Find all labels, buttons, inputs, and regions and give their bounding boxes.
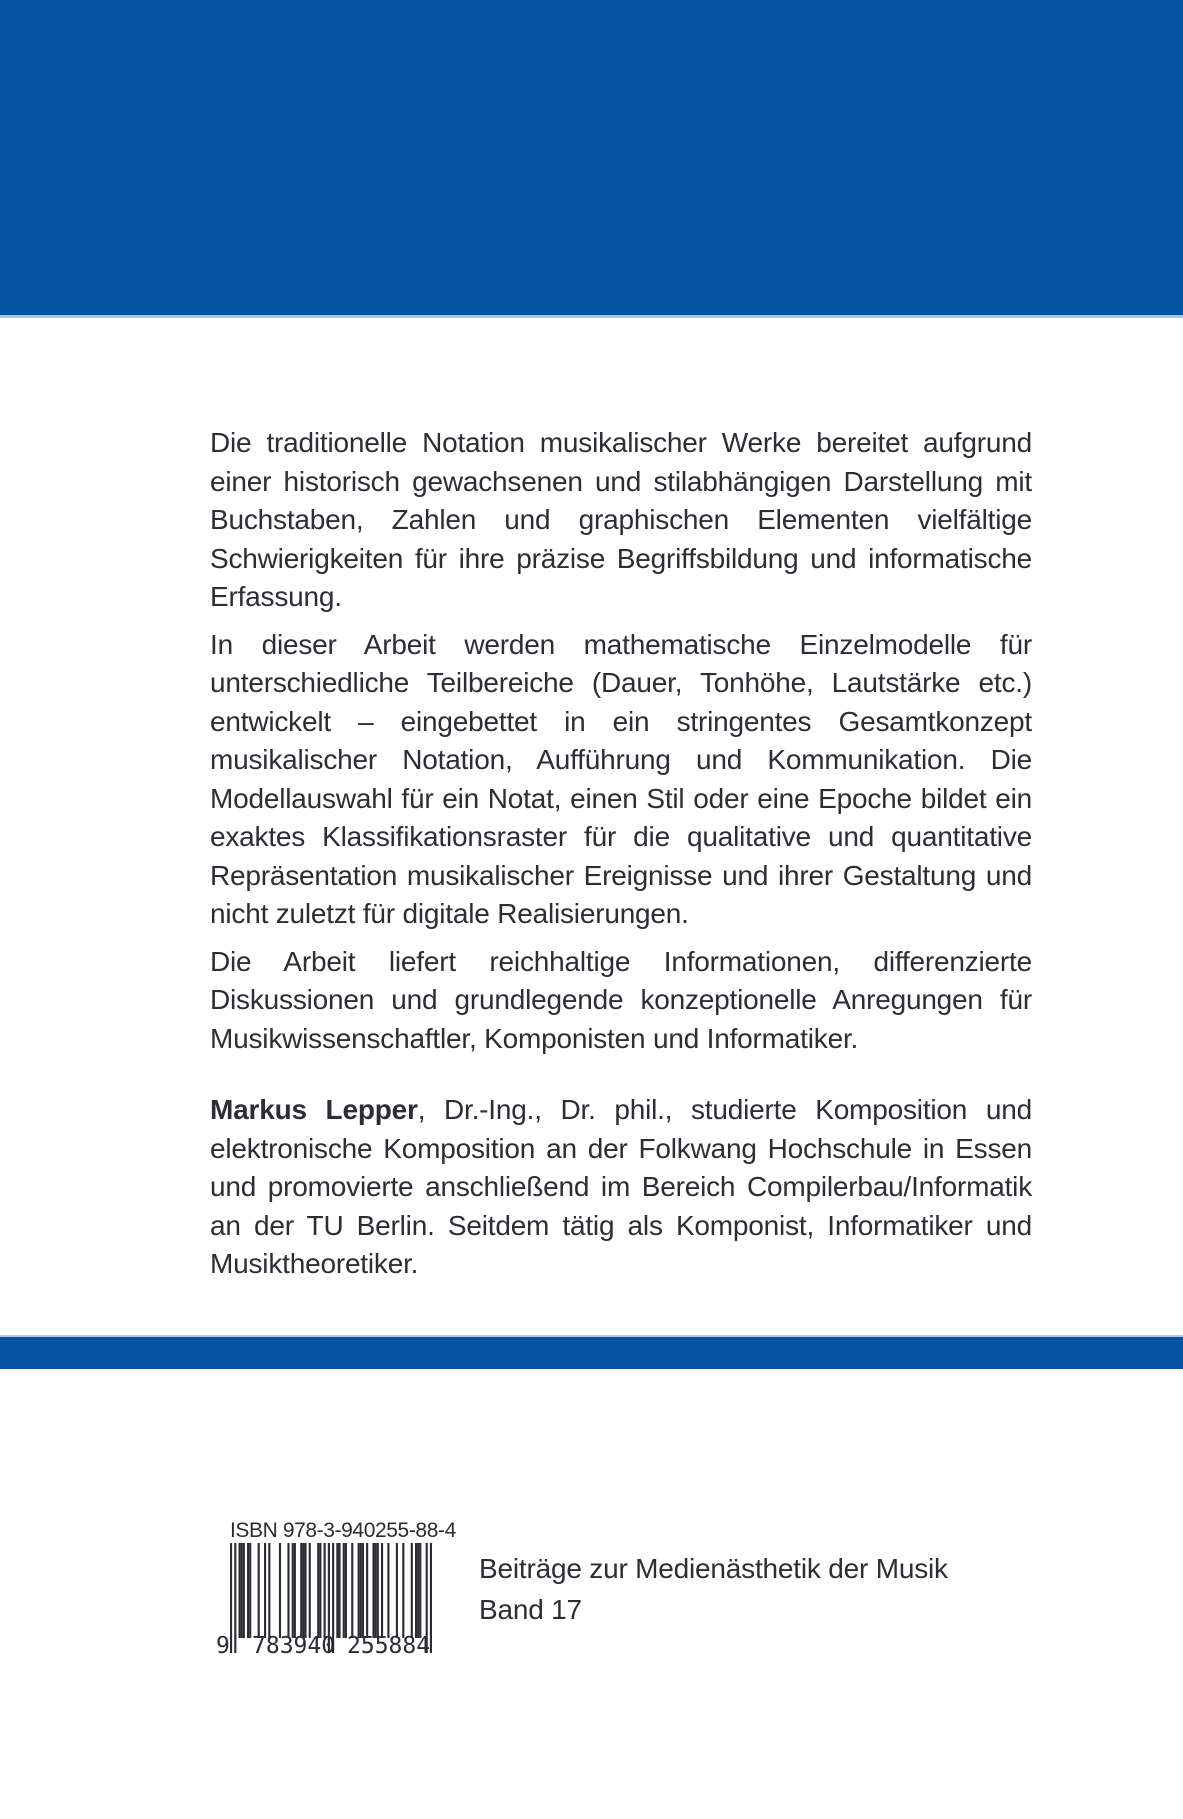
isbn-barcode-block xyxy=(217,1519,457,1659)
blurb-text-block xyxy=(210,424,1032,1293)
series-info xyxy=(479,1548,948,1630)
author-bio: , Dr.-Ing., Dr. phil., studierte Komposition und elektronische Komposition an der Folkwang Hochschule in Essen und promovierte anschließend im Bereich Compilerbau/Informatik an der TU Berlin. Seitdem tätig als Komponist, Informatiker und Musiktheoretiker. xyxy=(210,1094,1032,1279)
isbn-number-label: ISBN 978-3-940255-88-4 xyxy=(230,1519,456,1542)
barcode-digit-lead: 9 xyxy=(216,1633,230,1659)
blurb-paragraph: Die traditionelle Notation musikalischer Werke bereitet aufgrund einer historisch gewachsenen und stilabhängigen Darstellung mit Buchstaben, Zahlen und graphischen Elementen vielfältige Schwierigkeiten für ihre präzise Begriffsbildung und informatische Erfassung. xyxy=(210,427,1032,612)
blurb-paragraph: Die Arbeit liefert reichhaltige Informationen, differenzierte Diskussionen und grundlegende konzeptionelle Anregungen für Musikwissenschaftler, Komponisten und Informatiker. xyxy=(210,945,1032,1054)
barcode-digit-group-right: 255884 xyxy=(347,1633,431,1659)
author-paragraph xyxy=(210,1091,1032,1284)
series-title: Beiträge zur Medienästhetik der Musik xyxy=(479,1553,948,1584)
author-name: Markus Lepper xyxy=(210,1094,418,1125)
barcode-digit-group-left: 783940 xyxy=(252,1633,336,1659)
top-blue-band xyxy=(0,0,1183,318)
blurb-paragraph: In dieser Arbeit werden mathematische Einzelmodelle für unterschiedliche Teilbereiche (Dauer, Tonhöhe, Lautstärke etc.) entwickelt – eingebettet in ein stringentes Gesamtkonzept musikalischer Notation, Aufführung und Kommunikation. Die Modellauswahl für ein Notat, einen Stil oder eine Epoche bildet ein exaktes Klassifikationsraster für die qualitative und quantitative Repräsentation musikalischer Ereignisse und ihrer Gestaltung und nicht zuletzt für digitale Realisierungen. xyxy=(210,628,1032,929)
divider-stripe xyxy=(0,1335,1183,1369)
series-volume: Band 17 xyxy=(479,1594,582,1625)
